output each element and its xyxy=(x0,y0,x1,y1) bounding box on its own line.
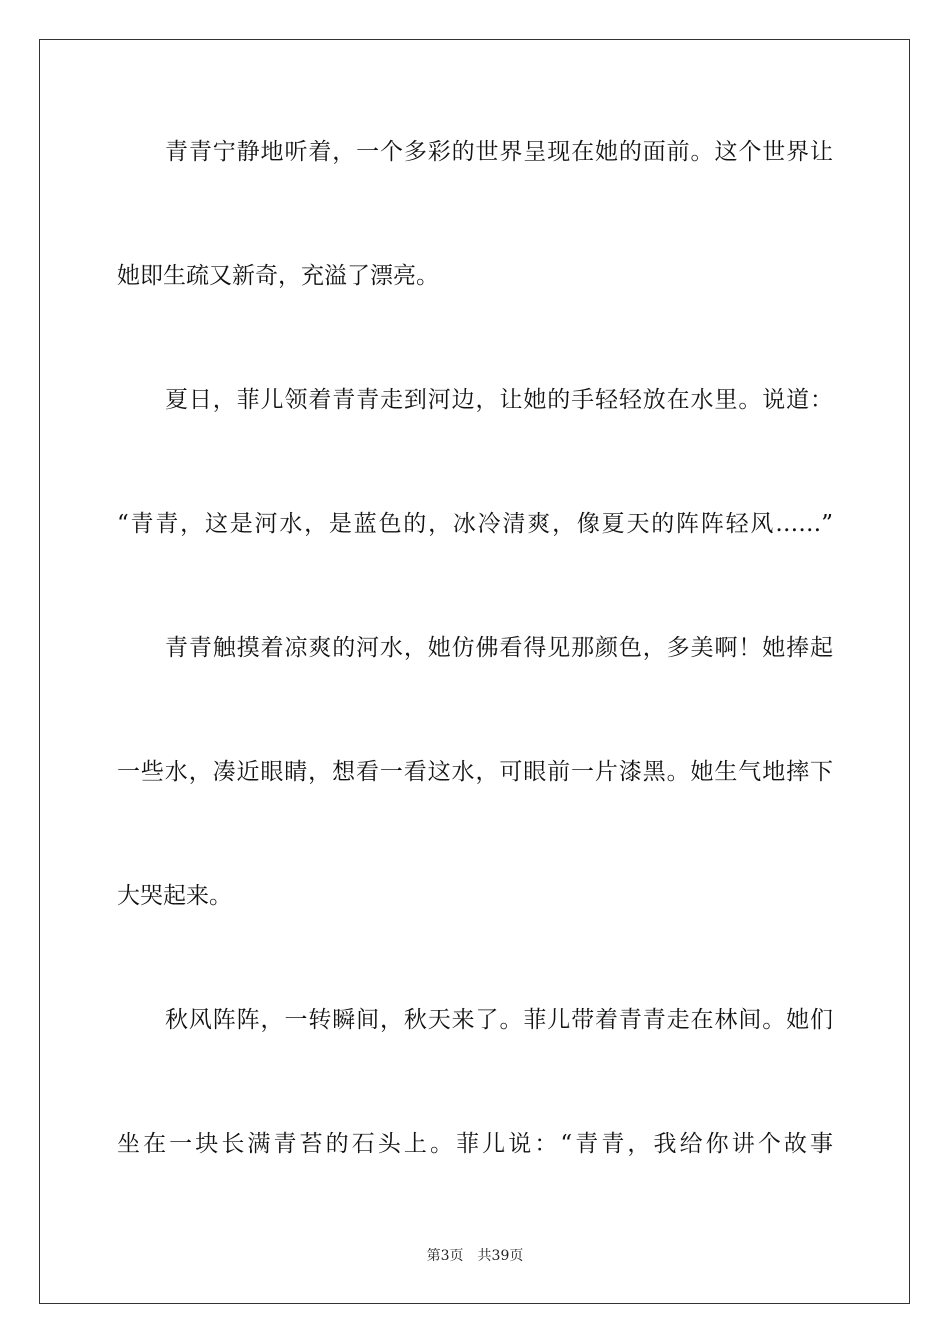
page-border xyxy=(39,39,910,1304)
text-line-5: 青青触摸着凉爽的河水，她仿佛看得见那颜色，多美啊！她捧起 xyxy=(165,635,833,661)
page-footer xyxy=(0,1247,950,1265)
text-line-7: 大哭起来。 xyxy=(117,883,232,909)
text-line-4: “青青，这是河水，是蓝色的，冰冷清爽，像夏天的阵阵轻风……” xyxy=(117,511,833,537)
text-line-8: 秋风阵阵，一转瞬间，秋天来了。菲儿带着青青走在林间。她们 xyxy=(165,1007,833,1033)
text-line-1: 青青宁静地听着，一个多彩的世界呈现在她的面前。这个世界让 xyxy=(165,139,833,165)
page-total: 共39页 xyxy=(477,1248,524,1264)
text-line-9: 坐在一块长满青苔的石头上。菲儿说：“青青，我给你讲个故事 xyxy=(117,1131,833,1157)
page-number: 第3页 xyxy=(426,1248,464,1264)
text-line-2: 她即生疏又新奇，充溢了漂亮。 xyxy=(117,263,439,289)
text-line-3: 夏日，菲儿领着青青走到河边，让她的手轻轻放在水里。说道： xyxy=(165,387,833,413)
text-line-6: 一些水，凑近眼睛，想看一看这水，可眼前一片漆黑。她生气地摔下 xyxy=(117,759,833,785)
